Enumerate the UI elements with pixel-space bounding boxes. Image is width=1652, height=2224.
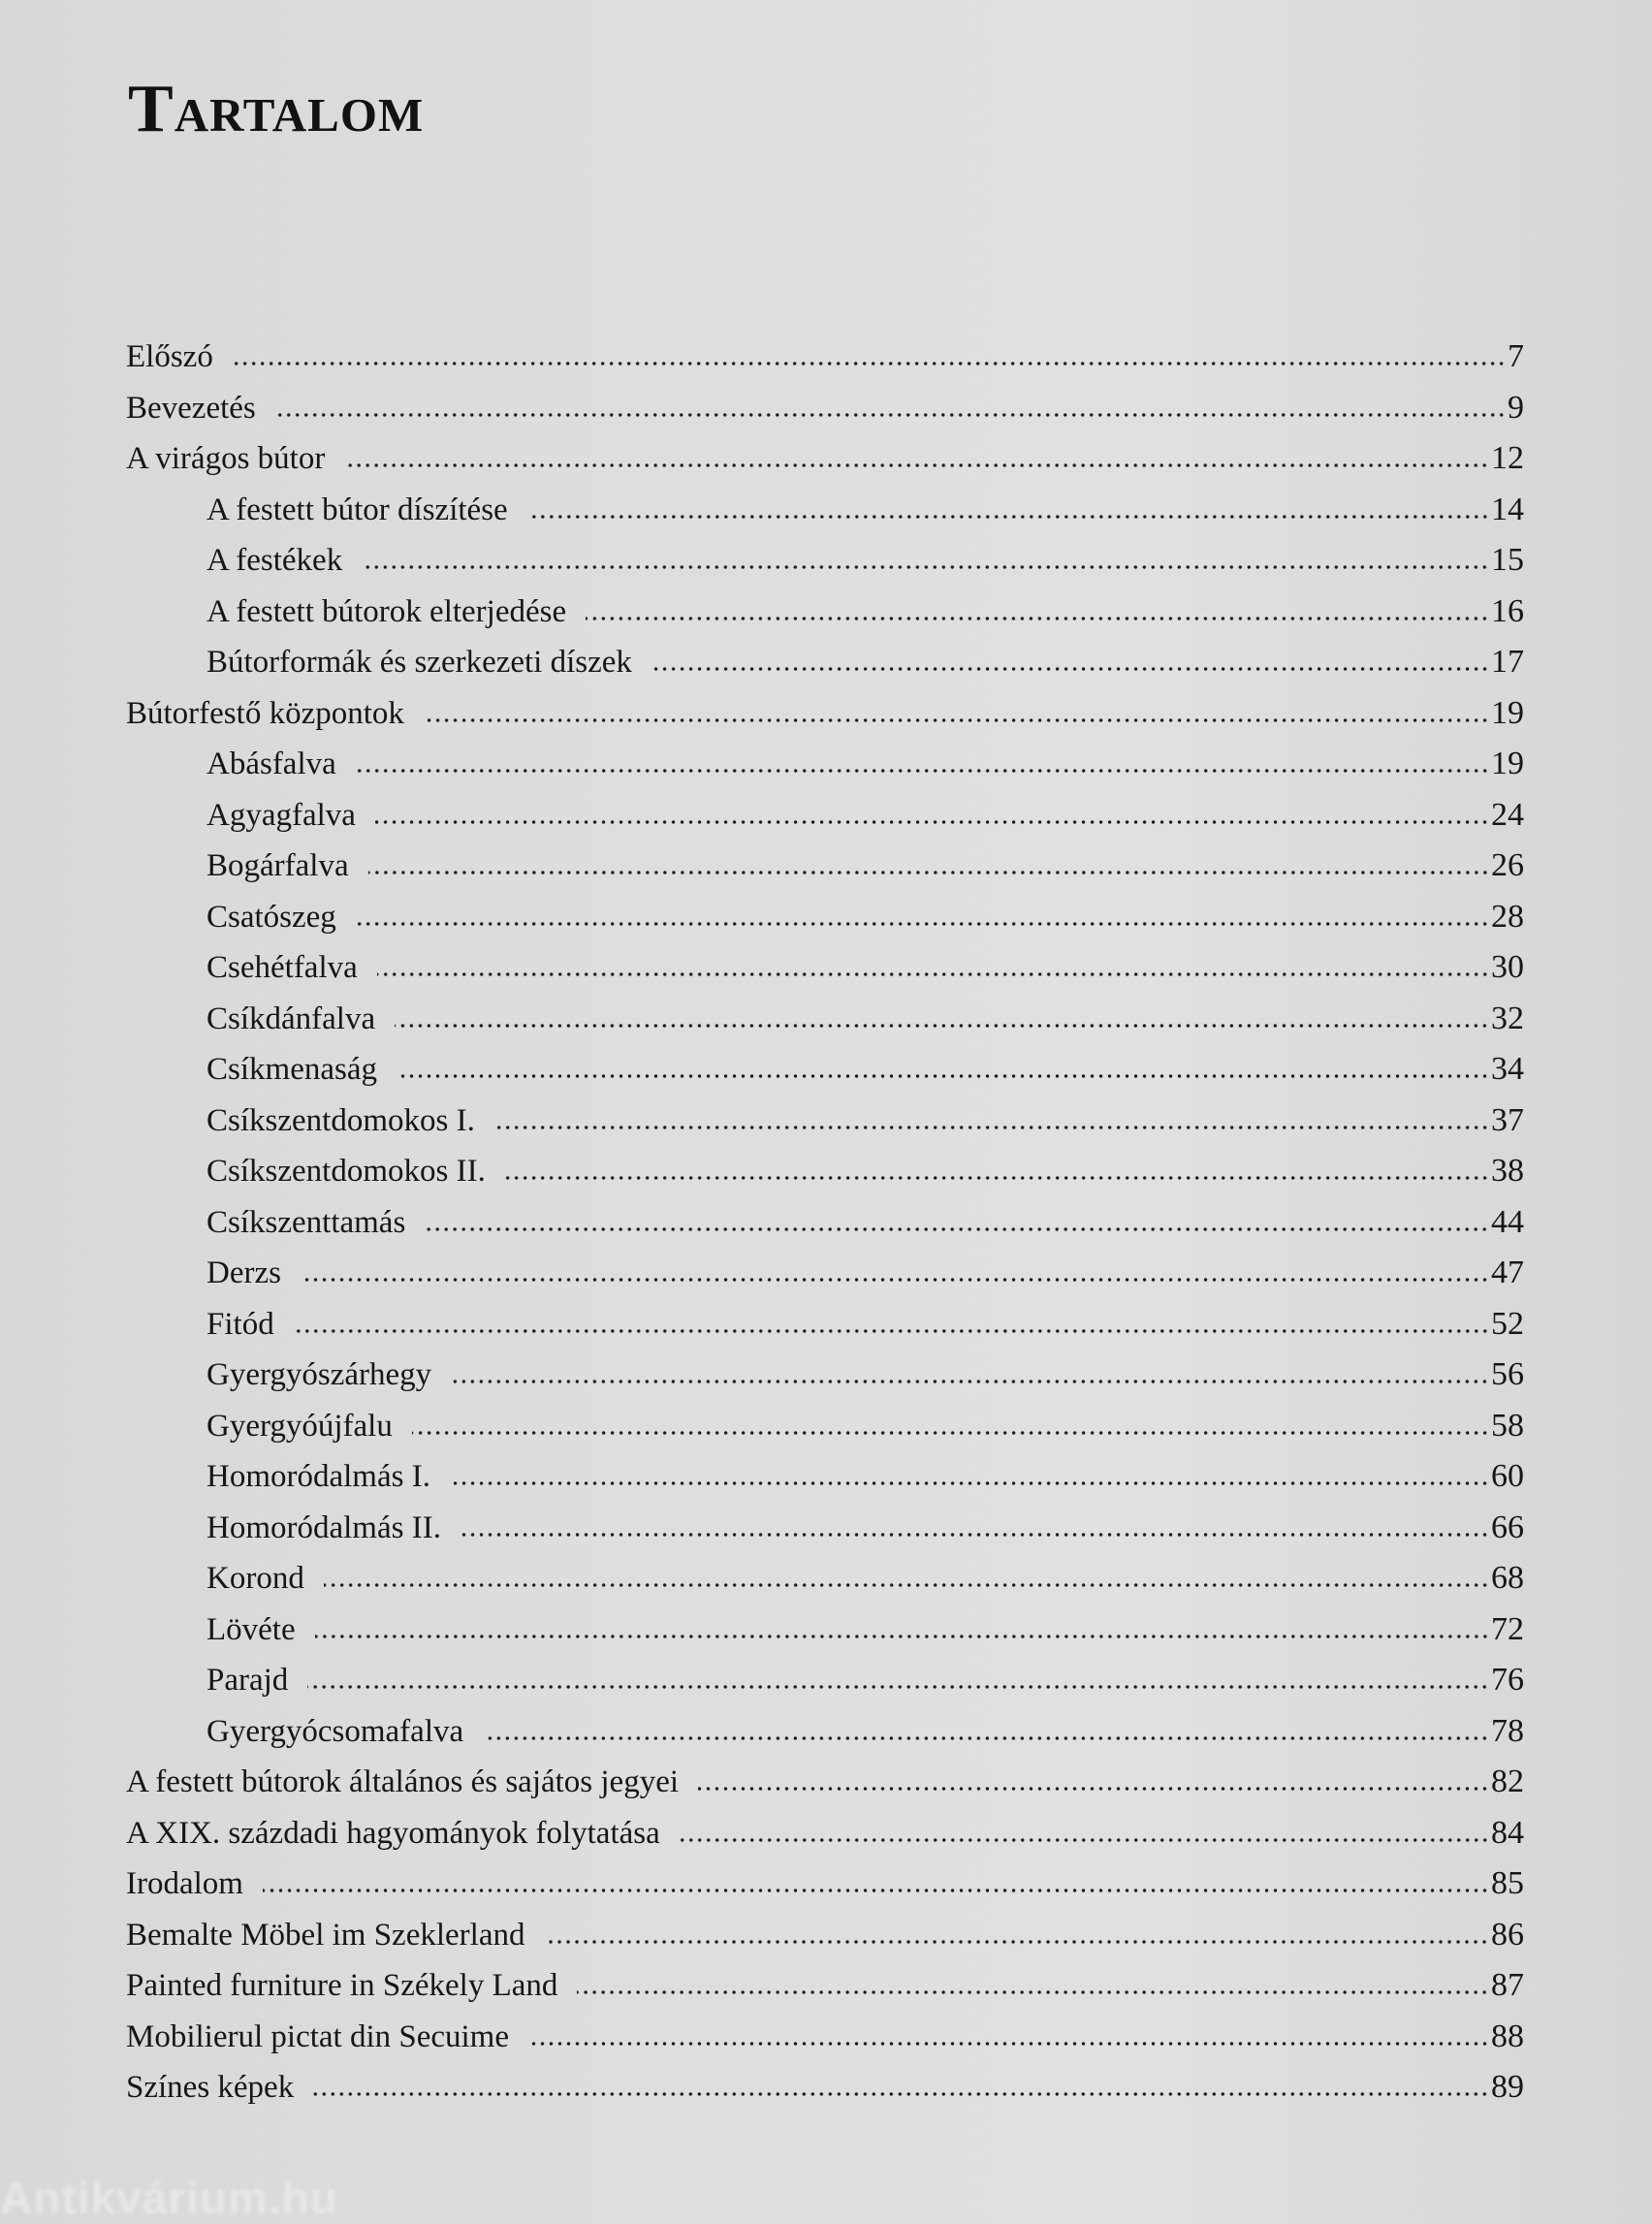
toc-entry-page-number: 52 bbox=[1491, 1305, 1524, 1342]
toc-entry-title: Abásfalva bbox=[206, 747, 336, 781]
dot-leader bbox=[412, 1426, 1489, 1436]
dot-leader bbox=[395, 1019, 1489, 1029]
toc-entry bbox=[126, 1960, 1524, 2012]
toc-entry bbox=[126, 994, 1524, 1045]
toc-entry bbox=[126, 688, 1524, 740]
dot-leader bbox=[368, 866, 1489, 875]
toc-entry bbox=[126, 535, 1524, 587]
dot-leader bbox=[698, 1782, 1489, 1792]
dot-leader bbox=[528, 2037, 1489, 2047]
toc-entry-page-number: 60 bbox=[1491, 1458, 1524, 1494]
dot-leader bbox=[651, 662, 1489, 672]
dot-leader bbox=[315, 1630, 1489, 1639]
toc-entry-page-number: 72 bbox=[1491, 1610, 1524, 1647]
toc-entry-page-number: 89 bbox=[1491, 2069, 1524, 2105]
toc-entry-title: Agyagfalva bbox=[206, 797, 356, 833]
dot-leader bbox=[275, 408, 1506, 418]
toc-entry-title: Színes képek bbox=[126, 2070, 295, 2105]
toc-entry bbox=[126, 1655, 1524, 1706]
toc-entry bbox=[126, 1859, 1524, 1910]
watermark: Antikvárium.hu bbox=[0, 2173, 338, 2223]
dot-leader bbox=[424, 714, 1489, 723]
toc-entry bbox=[126, 1044, 1524, 1096]
toc-entry-page-number: 78 bbox=[1491, 1712, 1524, 1749]
dot-leader bbox=[680, 1833, 1489, 1843]
toc-entry-title: Csatószeg bbox=[206, 899, 336, 935]
toc-entry bbox=[126, 1910, 1524, 1961]
toc-entry bbox=[126, 892, 1524, 943]
toc-entry-title: Csíkmenaság bbox=[206, 1052, 377, 1087]
toc-entry-title: Mobilierul pictat din Secuime bbox=[126, 2018, 510, 2054]
toc-entry-title: A festékek bbox=[206, 543, 343, 578]
toc-entry bbox=[126, 485, 1524, 536]
toc-entry bbox=[126, 1451, 1524, 1503]
toc-entry-title: Bemalte Möbel im Szeklerland bbox=[126, 1917, 525, 1953]
dot-leader bbox=[397, 1069, 1489, 1079]
toc-entry bbox=[126, 1299, 1524, 1350]
toc-entry-title: Előszó bbox=[126, 339, 213, 374]
toc-entry-title: A festett bútorok elterjedése bbox=[206, 593, 567, 629]
toc-entry bbox=[126, 637, 1524, 688]
toc-entry bbox=[126, 1706, 1524, 1758]
dot-leader bbox=[233, 357, 1506, 366]
dot-leader bbox=[301, 1273, 1489, 1283]
dot-leader bbox=[527, 510, 1489, 520]
toc-entry-page-number: 38 bbox=[1491, 1153, 1524, 1189]
dot-leader bbox=[377, 968, 1489, 977]
toc-entry-title: Gyergyóújfalu bbox=[206, 1408, 393, 1444]
toc-entry bbox=[126, 1096, 1524, 1147]
dot-leader bbox=[483, 1732, 1489, 1741]
dot-leader bbox=[450, 1477, 1489, 1486]
toc-entry bbox=[126, 1503, 1524, 1554]
toc-entry-title: Gyergyócsomafalva bbox=[206, 1713, 464, 1749]
toc-entry-page-number: 9 bbox=[1508, 389, 1524, 426]
toc-entry bbox=[126, 332, 1524, 383]
dot-leader bbox=[356, 764, 1489, 774]
toc-entry-title: A XIX. százdadi hagyományok folytatása bbox=[126, 1815, 660, 1851]
toc-entry-page-number: 84 bbox=[1491, 1814, 1524, 1851]
toc-entry-page-number: 58 bbox=[1491, 1407, 1524, 1444]
toc-entry-page-number: 34 bbox=[1491, 1051, 1524, 1087]
toc-entry bbox=[126, 1553, 1524, 1604]
toc-entry-title: Bevezetés bbox=[126, 390, 256, 426]
toc-entry-title: Parajd bbox=[206, 1663, 289, 1698]
toc-entry-title: Lövéte bbox=[206, 1611, 296, 1647]
dot-leader bbox=[451, 1375, 1489, 1384]
toc-entry bbox=[126, 1604, 1524, 1656]
toc-entry-page-number: 16 bbox=[1491, 592, 1524, 629]
dot-leader bbox=[425, 1223, 1489, 1232]
toc-entry-page-number: 44 bbox=[1491, 1203, 1524, 1240]
dot-leader bbox=[461, 1528, 1489, 1538]
dot-leader bbox=[586, 612, 1489, 621]
dot-leader bbox=[263, 1884, 1489, 1893]
toc-entry bbox=[126, 1350, 1524, 1401]
toc-entry-page-number: 87 bbox=[1491, 1967, 1524, 2003]
dot-leader bbox=[494, 1121, 1489, 1130]
toc-entry bbox=[126, 1197, 1524, 1249]
toc-entry-title: Csíkszentdomokos II. bbox=[206, 1154, 486, 1189]
dot-leader bbox=[313, 2087, 1489, 2097]
toc-entry bbox=[126, 1248, 1524, 1299]
toc-entry-page-number: 17 bbox=[1491, 644, 1524, 680]
toc-entry-page-number: 86 bbox=[1491, 1916, 1524, 1953]
toc-entry-title: A festett bútor díszítése bbox=[206, 492, 508, 527]
toc-entry-title: Fitód bbox=[206, 1306, 274, 1342]
toc-entry-title: Csehétfalva bbox=[206, 950, 358, 985]
table-of-contents bbox=[126, 332, 1524, 2113]
dot-leader bbox=[375, 815, 1489, 825]
dot-leader bbox=[544, 1935, 1489, 1945]
toc-entry-title: Homoródalmás I. bbox=[206, 1459, 430, 1494]
toc-entry-title: A virágos bútor bbox=[126, 441, 326, 476]
dot-leader bbox=[362, 560, 1489, 570]
toc-entry-title: Irodalom bbox=[126, 1866, 243, 1901]
toc-entry-title: Csíkszentdomokos I. bbox=[206, 1102, 475, 1138]
toc-entry-title: Csíkszenttamás bbox=[206, 1204, 406, 1240]
toc-entry-title: Bútorfestő központok bbox=[126, 695, 404, 731]
toc-entry bbox=[126, 587, 1524, 638]
toc-entry-page-number: 66 bbox=[1491, 1509, 1524, 1545]
toc-entry bbox=[126, 383, 1524, 434]
toc-entry-page-number: 14 bbox=[1491, 491, 1524, 527]
toc-entry-page-number: 26 bbox=[1491, 847, 1524, 883]
toc-entry-page-number: 88 bbox=[1491, 2017, 1524, 2054]
toc-entry-page-number: 30 bbox=[1491, 949, 1524, 985]
toc-entry-page-number: 37 bbox=[1491, 1101, 1524, 1138]
toc-entry-page-number: 19 bbox=[1491, 746, 1524, 781]
dot-leader bbox=[294, 1324, 1489, 1334]
toc-entry-page-number: 47 bbox=[1491, 1255, 1524, 1290]
toc-entry-title: Painted furniture in Székely Land bbox=[126, 1968, 558, 2003]
page-title: Tartalom bbox=[128, 72, 425, 146]
toc-entry bbox=[126, 739, 1524, 790]
toc-entry bbox=[126, 1146, 1524, 1197]
toc-entry-page-number: 76 bbox=[1491, 1662, 1524, 1698]
toc-entry-title: Derzs bbox=[206, 1255, 281, 1290]
toc-entry bbox=[126, 433, 1524, 485]
toc-entry bbox=[126, 2062, 1524, 2113]
dot-leader bbox=[505, 1171, 1489, 1181]
toc-entry-title: Gyergyószárhegy bbox=[206, 1357, 432, 1392]
toc-entry-title: Homoródalmás II. bbox=[206, 1509, 441, 1545]
dot-leader bbox=[577, 1986, 1489, 1995]
toc-entry-title: Csíkdánfalva bbox=[206, 1001, 376, 1036]
toc-entry-title: Bútorformák és szerkezeti díszek bbox=[206, 645, 632, 680]
toc-entry-page-number: 28 bbox=[1491, 898, 1524, 935]
toc-entry bbox=[126, 841, 1524, 892]
toc-entry bbox=[126, 1401, 1524, 1452]
dot-leader bbox=[356, 917, 1489, 927]
toc-entry-page-number: 85 bbox=[1491, 1865, 1524, 1901]
toc-entry-page-number: 15 bbox=[1491, 542, 1524, 578]
toc-entry bbox=[126, 1757, 1524, 1808]
toc-entry-page-number: 68 bbox=[1491, 1560, 1524, 1596]
toc-entry-page-number: 12 bbox=[1491, 440, 1524, 476]
toc-entry-page-number: 56 bbox=[1491, 1356, 1524, 1392]
dot-leader bbox=[307, 1680, 1489, 1690]
toc-entry bbox=[126, 1808, 1524, 1859]
toc-entry bbox=[126, 942, 1524, 994]
toc-entry-page-number: 7 bbox=[1508, 338, 1524, 374]
toc-entry bbox=[126, 2012, 1524, 2063]
toc-entry-title: A festett bútorok általános és sajátos jegyei bbox=[126, 1764, 680, 1799]
toc-entry-page-number: 32 bbox=[1491, 1000, 1524, 1036]
dot-leader bbox=[324, 1578, 1489, 1588]
dot-leader bbox=[344, 459, 1489, 468]
toc-entry-page-number: 19 bbox=[1491, 694, 1524, 731]
toc-entry-title: Bogárfalva bbox=[206, 848, 349, 883]
toc-entry-page-number: 82 bbox=[1491, 1763, 1524, 1799]
toc-entry-page-number: 24 bbox=[1491, 796, 1524, 833]
toc-entry-title: Korond bbox=[206, 1561, 304, 1596]
toc-entry bbox=[126, 790, 1524, 842]
